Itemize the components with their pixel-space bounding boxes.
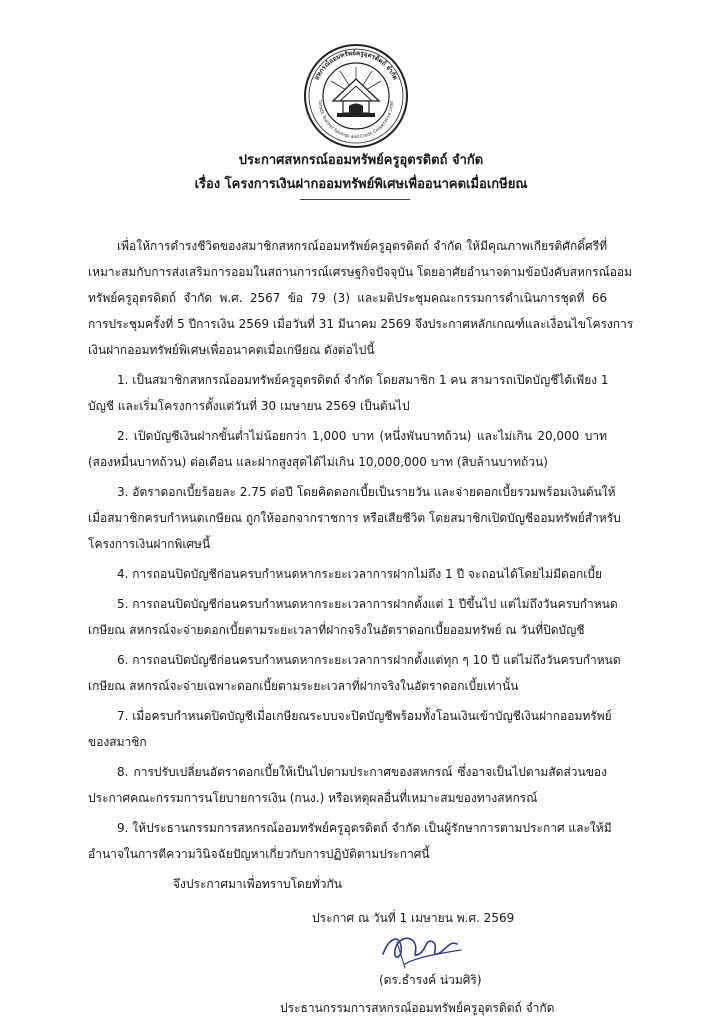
clause-5-cont: เกษียณ สหกรณ์จะจ่ายดอกเบี้ยตามระยะเวลาที่ฝากจริงในอัตราดอกเบี้ยออมทรัพย์ ณ วันที่ปิดบัญชี [88,623,585,637]
signature-image [375,924,470,974]
clause-1: 1. เป็นสมาชิกสหกรณ์ออมทรัพย์ครูอุตรดิตถ์ จำกัด โดยสมาชิก 1 คน สามารถเปิดบัญชีได้เพียง 1 [117,373,609,387]
intro-line: การประชุมครั้งที่ 5 ปีการเงิน 2569 เมื่อวันที่ 31 มีนาคม 2569 จึงประกาศหลักเกณฑ์และเงื่อนไขโครงการ [88,317,634,331]
announcement-title: ประกาศสหกรณ์ออมทรัพย์ครูอุตรดิตถ์ จำกัด [238,153,484,168]
intro-line: เงินฝากออมทรัพย์พิเศษเพื่ออนาคตเมื่อเกษียณ ดังต่อไปนี้ [88,343,375,357]
clause-8: 8. การปรับเปลี่ยนอัตราดอกเบี้ยให้เป็นไปตามประกาศของสหกรณ์ ซึ่งอาจเป็นไปตามสัดส่วนของ [117,765,607,779]
logo-ring-text-en: taradit Teacher Savings and Credit Cooperative Limit [316,100,396,141]
cooperative-logo [303,43,409,149]
clause-3-cont: เมื่อสมาชิกครบกำหนดเกษียณ ถูกให้ออกจากราชการ หรือเสียชีวิต โดยสมาชิกเปิดบัญชีออมทรัพย์สำหรับ [88,511,621,525]
announcement-subject: เรื่อง โครงการเงินฝากออมทรัพย์พิเศษเพื่ออนาคตเมื่อเกษียณ [194,177,528,192]
clause-6: 6. การถอนปิดบัญชีก่อนครบกำหนดหากระยะเวลาการฝากตั้งแต่ทุก ๆ 10 ปี แต่ไม่ถึงวันครบกำหนด [117,653,621,667]
closing-line: จึงประกาศมาเพื่อทราบโดยทั่วกัน [173,877,342,891]
clause-2-cont: (สองหมื่นบาทถ้วน) ต่อเดือน และฝากสูงสุดได้ไม่เกิน 10,000,000 บาท (สิบล้านบาทถ้วน) [88,455,548,469]
clause-9-cont: อำนาจในการตีความวินิจฉัยปัญหาเกี่ยวกับการปฏิบัติตามประกาศนี้ [88,847,430,861]
clause-3: 3. อัตราดอกเบี้ยร้อยละ 2.75 ต่อปี โดยคิดดอกเบี้ยเป็นรายวัน และจ่ายดอกเบี้ยรวมพร้อมเงินต้นให้ [117,485,616,499]
clause-4: 4. การถอนปิดบัญชีก่อนครบกำหนดหากระยะเวลาการฝากไม่ถึง 1 ปี จะถอนได้โดยไม่มีดอกเบี้ย [117,567,603,581]
intro-line: ทรัพย์ครูอุตรดิตถ์ จำกัด พ.ศ. 2567 ข้อ 79 (3) และมติประชุมคณะกรรมการดำเนินการชุดที่ 66 [88,291,607,305]
clause-5: 5. การถอนปิดบัญชีก่อนครบกำหนดหากระยะเวลาการฝากตั้งแต่ 1 ปีขึ้นไป แต่ไม่ถึงวันครบกำหนด [117,597,618,611]
clause-1-cont: บัญชี และเริ่มโครงการตั้งแต่วันที่ 30 เมษายน 2569 เป็นต้นไป [88,399,410,413]
signer-title: ประธานกรรมการสหกรณ์ออมทรัพย์ครูอุตรดิตถ์ จำกัด [280,1001,555,1015]
clause-6-cont: เกษียณ สหกรณ์จะจ่ายเฉพาะดอกเบี้ยตามระยะเวลาที่ฝากจริงในอัตราดอกเบี้ยเท่านั้น [88,679,519,693]
clause-3-cont: โครงการเงินฝากพิเศษนี้ [88,537,211,551]
header-divider [300,199,410,200]
clause-2: 2. เปิดบัญชีเงินฝากขั้นต่ำไม่น้อยกว่า 1,000 บาท (หนึ่งพันบาทถ้วน) และไม่เกิน 20,000 บาท [117,429,607,443]
clause-7: 7. เมื่อครบกำหนดปิดบัญชีเมื่อเกษียณระบบจะปิดบัญชีพร้อมทั้งโอนเงินเข้าบัญชีเงินฝากออมทรัพย์ [117,709,612,723]
signer-name: (ดร.ธำรงค์ น่วมศิริ) [379,973,482,987]
clause-8-cont: ประกาศคณะกรรมการนโยบายการเงิน (กนง.) หรือเหตุผลอื่นที่เหมาะสมของทางสหกรณ์ [88,791,538,805]
intro-line: เพื่อให้การดำรงชีวิตของสมาชิกสหกรณ์ออมทรัพย์ครูอุตรดิตถ์ จำกัด ให้มีคุณภาพเกียรติศักดิ์ศรีที่ [117,239,607,253]
clause-9: 9. ให้ประธานกรรมการสหกรณ์ออมทรัพย์ครูอุตรดิตถ์ จำกัด เป็นผู้รักษาการตามประกาศ และให้มี [117,821,612,835]
pavilion-roof-icon [333,79,379,101]
clause-7-cont: ของสมาชิก [88,735,147,749]
intro-line: เหมาะสมกับการส่งเสริมการออมในสถานการณ์เศรษฐกิจปัจจุบัน โดยอาศัยอำนาจตามข้อบังคับสหกรณ์ออม [88,265,633,279]
date-line: ประกาศ ณ วันที่ 1 เมษายน พ.ศ. 2569 [312,911,515,925]
logo-ring-text: สหกรณ์ออมทรัพย์ครูอุตรดิตถ์ จำกัด [313,49,399,82]
